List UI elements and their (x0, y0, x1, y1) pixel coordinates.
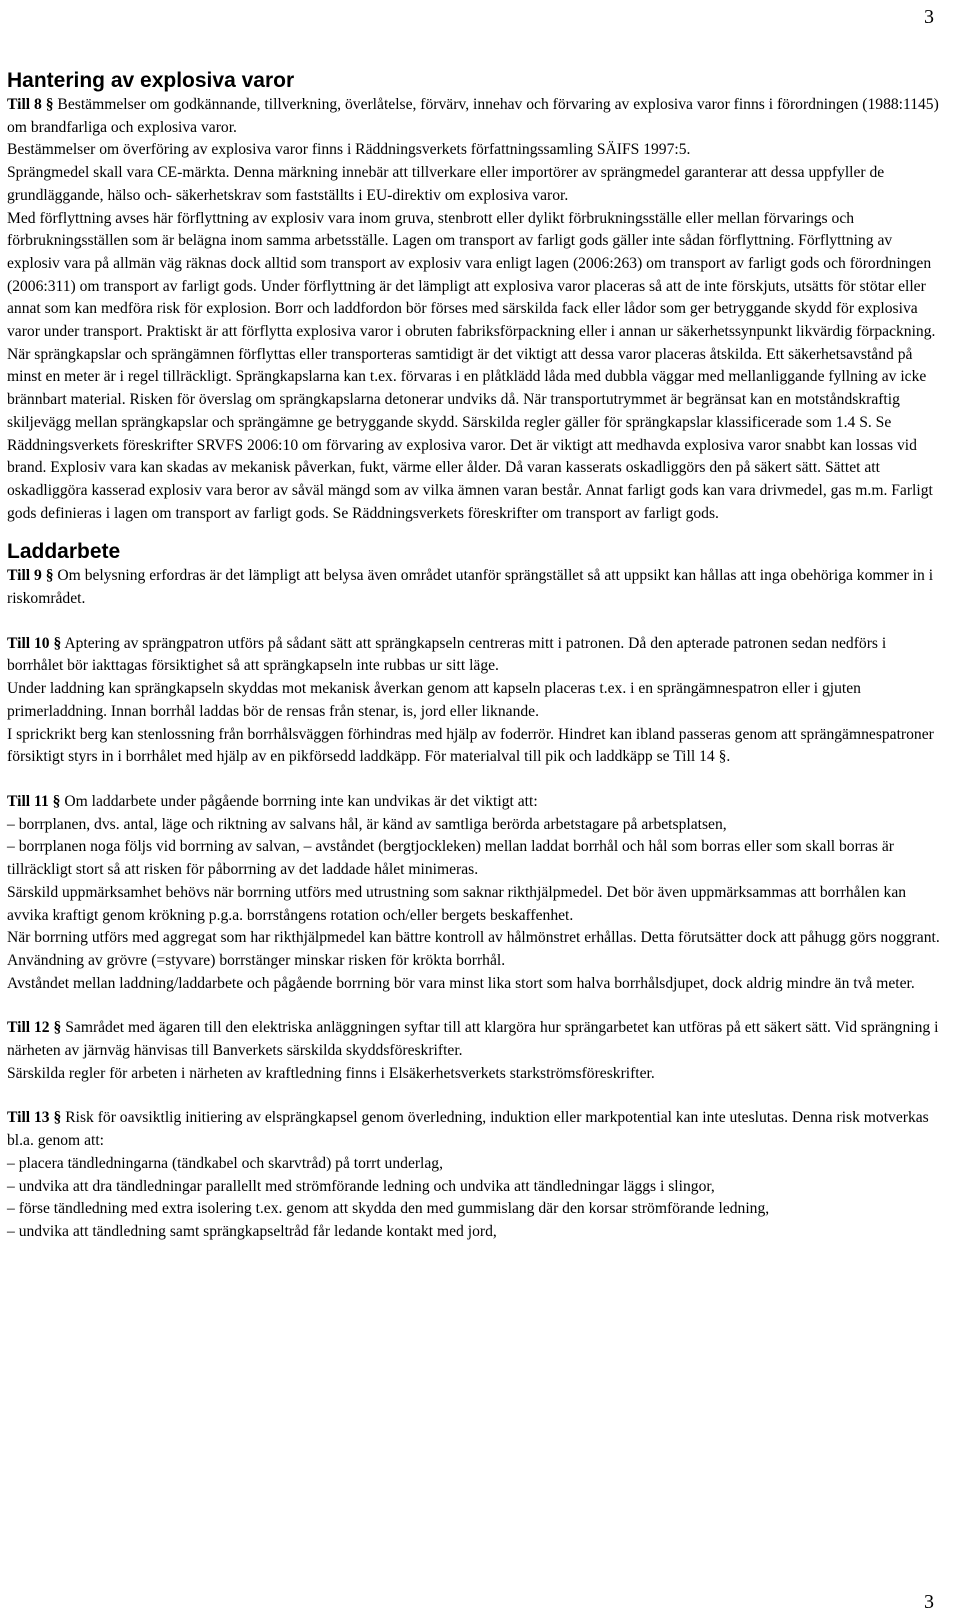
spacer (7, 769, 942, 791)
paragraph-till-12-kraftledning: Särskilda regler för arbeten i närheten av kraftledning finns i Elsäkerhetsverkets starkströmsföreskrifter. (7, 1064, 655, 1082)
paragraph-till-9 (7, 565, 942, 610)
paragraph-till-10-laddning: Under laddning kan sprängkapseln skyddas mot mekanisk åverkan genom att kapseln placeras t.ex. i en sprängämnespatron eller i gjuten primerladdning. Innan borrhål laddas bör de rensas från stenar, is, jord eller liknande. (7, 680, 861, 720)
spacer (7, 611, 942, 633)
till-12-text: Samrådet med ägaren till den elektriska anläggningen syftar till att klargöra hur sprängarbetet kan utföras på ett säkert sätt. Vid sprängning i närheten av järnväg hänvisas till Banverkets särskilda skyddsföreskrifter. (7, 1019, 939, 1060)
list-item-till-13: – undvika att tändledning samt sprängkapseltråd får ledande kontakt med jord, (7, 1222, 497, 1240)
paragraph-till-10-sprickrikt: I sprickrikt berg kan stenlossning från borrhålsväggen förhindras med hjälp av foderrör. Hindret kan ibland passeras genom att sprängämnespatroner försiktigt styrs in i borrhålet med hjälp av en pikförsedd laddkäpp. För materialval till pik och laddkäpp se Till 14 §. (7, 725, 934, 766)
paragraph-forflyttning: Med förflyttning avses här förflyttning av explosiv vara inom gruva, stenbrott eller dylikt förbrukningsställe eller mellan förvarings och förbrukningsställen som är belägna inom samma arbetsställe. Lagen om transport av farligt gods gäller inte sådan förflyttning. Förflyttning av explosiv vara på allmän väg räknas dock alltid som transport av explosiv vara enligt lagen (2006:263) om transport av farligt gods och förordningen (2006:311) om transport av farligt gods. Under förflyttning är det lämpligt att explosiva varor placeras så att de inte förskjuts, utsätts för stötar eller annat som kan medföra risk för explosion. Borr och laddfordon bör förses med särskilda fack eller lådor som ger betryggande skydd för explosiva varor under transport. Praktiskt är att förflytta explosiva varor i obruten fabriksförpackning eller i annan ur säkerhetssynpunkt likvärdig förpackning. När sprängkapslar och sprängämnen förflyttas eller transporteras samtidigt är det viktigt att dessa varor placeras åtskilda. Ett säkerhetsavstånd på minst en meter är i regel tillräckligt. Sprängkapslarna kan t.ex. förvaras i en plåtklädd låda med dubbla väggar med mellanliggande fyllning av icke brännbart material. Risken för överslag om sprängkapslarna detonerar undviks då. När transportutrymmet är begränsat kan en motståndskraftig skiljevägg mellan sprängkapslar och sprängämne ge betryggande skydd. Särskilda regler gäller för sprängkapslar klassificerade som 1.4 S. Se Räddningsverkets föreskrifter SRVFS 2006:10 om förvaring av explosiva varor. Det är viktigt att medhavda explosiva varor snabbt kan lossas vid brand. Explosiv vara kan skadas av mekanisk påverkan, fukt, värme eller ålder. Då varan kasserats oskadliggörs den på säkert sätt. Sättet att oskadliggöra kasserad explosiv vara beror av såväl mängd som av vilka ämnen varan består. Annat farligt gods kan vara drivmedel, gas m.m. Farligt gods definieras i lagen om transport av farligt gods. Se Räddningsverkets föreskrifter om transport av farligt gods. (7, 209, 936, 522)
till-11-label: Till 11 § (7, 792, 61, 810)
list-item-till-11: – borrplanen, dvs. antal, läge och riktning av salvans hål, är känd av samtliga berörda arbetstagare på arbetsplatsen, (7, 815, 727, 833)
section-heading-explosiva: Hantering av explosiva varor (7, 69, 295, 92)
till-8-label: Till 8 § (7, 96, 54, 113)
page-number-top: 3 (924, 6, 934, 28)
till-13-label: Till 13 § (7, 1109, 62, 1127)
paragraph-till-11-uppmarksamhet: Särskild uppmärksamhet behövs när borrning utförs med utrustning som saknar rikthjälpmedel. Det bör även uppmärksammas att borrhålen kan avvika kraftigt genom krökning p.g.a. borrstångens rotation och/eller bergets beskaffenhet. (7, 883, 907, 924)
section-heading-laddarbete: Laddarbete (7, 540, 121, 564)
till-11-text: Om laddarbete under pågående borrning inte kan undvikas är det viktigt att: (64, 792, 538, 810)
till-8-text: Bestämmelser om godkännande, tillverkning, överlåtelse, förvärv, innehav och förvaring av explosiva varor finns i förordningen (1988:1145) om brandfarliga och explosiva varor. (7, 96, 939, 136)
spacer (7, 1085, 942, 1107)
paragraph-till-11-avstand: Avståndet mellan laddning/laddarbete och pågående borrning bör vara minst lika stort som halva borrhålsdjupet, dock aldrig mindre än två meter. (7, 974, 915, 992)
paragraph-overforing: Bestämmelser om överföring av explosiva varor finns i Räddningsverkets författningssamling SÄIFS 1997:5. (7, 141, 691, 159)
page-number-bottom: 3 (924, 1591, 934, 1613)
paragraph-till-11-aggregat: När borrning utförs med aggregat som har rikthjälpmedel kan bättre kontroll av hålmönstret erhållas. Detta förutsätter dock att påhugg görs noggrant. Användning av grövre (=styvare) borrstänger minskar risken för krökta borrhål. (7, 929, 940, 969)
paragraph-till-11 (7, 791, 942, 814)
paragraph-ce-markning: Sprängmedel skall vara CE-märkta. Denna märkning innebär att tillverkare eller importörer av sprängmedel garanterar att dessa uppfyller de grundläggande, hälso och- säkerhetskrav som fastställts i EU-direktiv om explosiva varor. (7, 164, 885, 204)
till-9-text: Om belysning erfordras är det lämpligt att belysa även området utanför sprängstället så att uppsikt kan hållas att inga obehöriga kommer in i riskområdet. (7, 567, 934, 608)
paragraph-till-8 (7, 94, 942, 139)
till-10-text: Aptering av sprängpatron utförs på sådant sätt att sprängkapseln centreras mitt i patronen. Då den apterade patronen sedan nedförs i borrhålet bör iakttagas försiktighet så att sprängkapseln inte rubbas ur sitt läge. (7, 634, 887, 675)
list-item-till-11: – borrplanen noga följs vid borrning av salvan, – avståndet (bergtjockleken) mellan laddat borrhål och hål som borras eller som skall borras är tillräckligt stort så att risken för påborrning av det laddade hålet minimeras. (7, 838, 894, 879)
document-body (7, 68, 942, 1244)
list-item-till-13: – undvika att dra tändledningar parallellt med strömförande ledning och undvika att tändledningar läggs i slingor, (7, 1177, 715, 1195)
till-9-label: Till 9 § (7, 567, 54, 585)
paragraph-till-12 (7, 1017, 942, 1062)
till-12-label: Till 12 § (7, 1019, 62, 1037)
list-item-till-13: – placera tändledningarna (tändkabel och skarvtråd) på torrt underlag, (7, 1154, 444, 1172)
spacer (7, 995, 942, 1017)
paragraph-till-10 (7, 633, 942, 678)
till-10-label: Till 10 § (7, 634, 62, 652)
list-item-till-13: – förse tändledning med extra isolering t.ex. genom att skydda den med gummislang där den korsar strömförande ledning, (7, 1200, 770, 1218)
till-13-text: Risk för oavsiktlig initiering av elsprängkapsel genom överledning, induktion eller markpotential kan inte uteslutas. Denna risk motverkas bl.a. genom att: (7, 1109, 929, 1150)
paragraph-till-13 (7, 1107, 942, 1152)
